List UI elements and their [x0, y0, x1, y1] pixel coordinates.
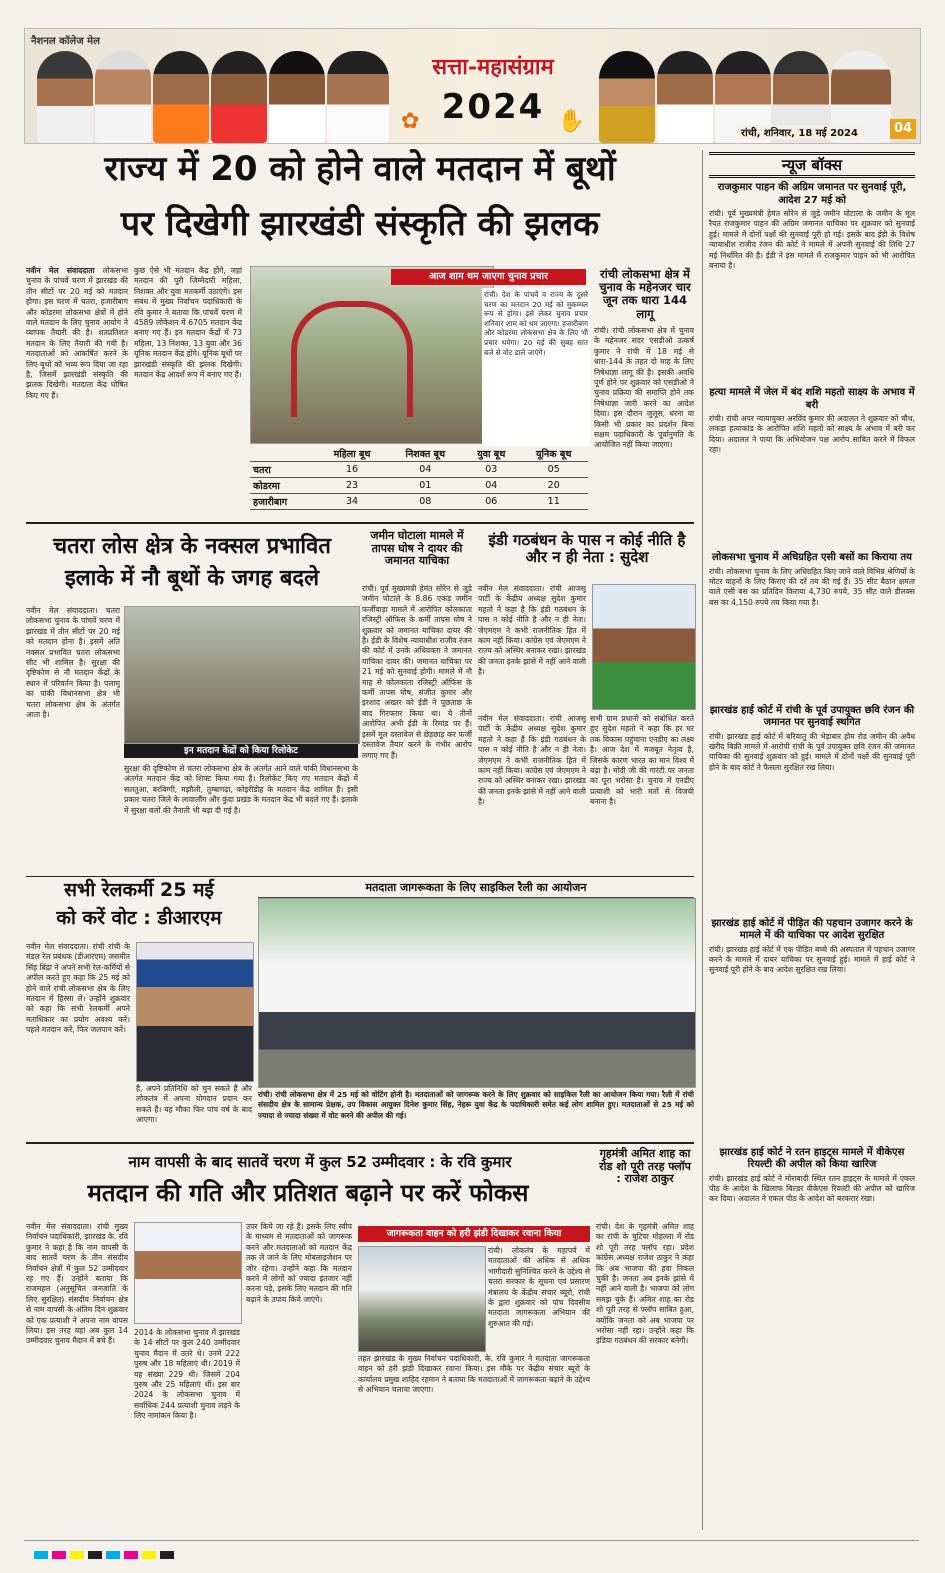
lead-headline-2: पर दिखेगी झारखंडी संस्कृति की झलक — [120, 204, 600, 244]
india-body-repeat: नवीन मेल संवाददाता। रांची आजसू पार्टी के केंद्रीय अध्यक्ष सुदेश कुमार महतो ने कहा है कि इंडी गठबंधन के पास न कोई नीति है और न ही नेता। जेएमएम ने कभी राजनीतिक हित में काम नहीं किया। कांग्रेस एवं जेएमएम ने राज्य को अस्थिर बनाकर रखा। झारखंड की जनता इनके झांसे में नहीं आने वाली है। — [478, 714, 586, 807]
seventh-body-2: 2014 के लोकसभा चुनाव में झारखंड के 14 सीटों पर कुल 240 उम्मीदवार चुनाव मैदान में उतरे थे। उनमें 222 पुरुष और 18 महिलाएं थी। 2019 में यह संख्या 229 थी। जिसमें 204 पुरुष और 25 महिलाएं थीं। इस बार 2024 के लोकसभा चुनाव में सर्वाधिक 244 प्रत्याशी चुनाव लड़ने के लिए नामांकन किया है। — [134, 1328, 240, 1421]
sudesh-photo — [592, 584, 696, 710]
news-item-headline: झारखंड हाई कोर्ट में पीड़ित की पहचान उजागर करने के मामले में की याचिका पर आदेश सुरक्षित — [711, 917, 913, 941]
masthead-brand — [393, 51, 593, 141]
news-item-body: रांची। लोकसभा चुनाव के लिए अधिग्रहित किए जाने वाले विभिन्न श्रेणियों के मोटर वाहनों के लिए किराए की दरें तय की गई हैं। 35 सीट बैठान क्षमता वाले एसी बस का प्रतिदिन किराया 4,730 रुपये, 35 सीट वाले डीलक्स बस का 4,150 रुपये तय किया गया है। — [709, 566, 915, 607]
color-swatch — [142, 1551, 156, 1559]
india-body-2b — [478, 714, 586, 872]
color-swatch — [70, 1551, 84, 1559]
ranchi144-body: रांची। रांची लोकसभा क्षेत्र में चुनाव के महेनजर सदर एसडीओ उत्कर्ष कुमार ने रांची में 18 मई से धारा-144 के तहत दो माह के लिए निषेधाज्ञा लागू की है। इसकी अवधि पूर्ण होने पर शुक्रवार को एसडीओ ने चुनाव प्रक्रिया की समाप्ति होने तक निषेधाज्ञा जारी करने का आदेश दिया। इस दौरान जुलूस, धरना या किसी भी प्रकार का प्रदर्शन बिना सक्षम पदाधिकारी के पूर्वानुमति के आयोजित नहीं किया जाएगा। — [594, 326, 694, 450]
lead-body-col1 — [26, 266, 128, 504]
news-item-headline: हत्या मामले में जेल में बंद शशि महतो साक्ष्य के अभाव में बरी — [709, 387, 915, 411]
land-headline: जमीन घोटाला मामले में तापस घोष ने दायर की जमानत याचिका — [370, 529, 464, 568]
lead-photo-caption: रांची। देश के पांचवें व राज्य के दूसरे चरण का मतदान 20 मई को मुकम्मल रूप से होगा। इसे लेकर चुनाव प्रचार शनिवार शाम को थम जाएगा। हजारीबाग और कोडरमा लोकसभा क्षेत्र के लिए भी प्रचार थमेगा। 20 मई की सुबह सात बजे से वोट डाले जाएंगे। — [482, 288, 590, 446]
dateline: रांची, शनिवार, 18 मई 2024 — [737, 125, 862, 139]
lotus-icon: ✿ — [401, 109, 420, 134]
news-item-headline: राजकुमार पाहन की अग्रिम जमानत पर सुनवाई पूरी, आदेश 27 मई को — [717, 182, 907, 206]
section-divider — [26, 522, 694, 524]
flag-body: रांची। लोकतंत्र के महापर्व में मतदाताओं की अधिक से अधिक भागीदारी सुनिश्चित करने के उद्देश्य से चतरा सरकार के सूचना एवं प्रसारण मंत्रालय के केंद्रीय संचार ब्यूरो, रांची के द्वारा शुक्रवार को पांच दिवसीय मतदाता जागरूकता अभियान की शुरुआत की गई। — [488, 1246, 590, 1328]
news-item-body: रांची। झारखंड हाई कोर्ट ने मोराबादी स्थित रतन हाइट्स के मामले में एकल पीठ के आदेश के खिलाफ बिल्डर वीकेएस रियल्टी की अपील को खारिज कर दिया। अदालत ने एकल पीठ के आदेश को बरकरार रखा। — [709, 1173, 915, 1204]
news-item-body: रांची। रांची अपर न्यायायुक्त अरविंद कुमार की अदालत ने शुक्रवार को चौथ, लकड़ा हत्याकांड के आरोपित शशि महतो को साक्ष्य के अभाव में बरी कर दिया। अदालत ने पाया कि अभियोजन पक्ष आरोप साबित करने में विफल रहा। — [709, 414, 915, 455]
table-cell: 04 — [463, 478, 519, 494]
table-cell: 20 — [519, 478, 588, 494]
railway-body: नवीन मेल संवाददाता। रांची रांची के मंडल रेल प्रबंधक (डीआरएम) जसमीत सिंह बिंद्रा ने अपने सभी रेल-कर्मियों से अपील करते हुए कहा कि 25 मई को होने वाले रांची लोकसभा क्षेत्र के लिए मतदान में हिस्सा लें। उन्होंने शुक्रवार को कहा कि सभी रेलकर्मी अपने मताधिकार का प्रयोग अवश्य करें। पहले मतदान करें, फिर जलपान करें। — [26, 942, 130, 1035]
page-number: 04 — [890, 119, 916, 139]
india-body: नवीन मेल संवाददाता। रांची आजसू पार्टी के केंद्रीय अध्यक्ष सुदेश कुमार महतो ने कहा है कि इंडी गठबंधन के पास न कोई नीति है और न ही नेता। जेएमएम ने कभी राजनीतिक हित में काम नहीं किया। कांग्रेस एवं जेएमएम ने राज्य को अस्थिर बनाकर रखा। झारखंड की जनता इनके झांसे में नहीं आने वाली है। — [478, 584, 586, 677]
flag-banner: जागरूकता वाहन को हरी झंडी दिखाकर रवाना किया — [358, 1226, 590, 1242]
table-header — [250, 446, 317, 462]
flag-body-2: तहत झारखंड के मुख्य निर्वाचन पदाधिकारी, के. रवि कुमार ने मतदाता जागरूकता वाहन को हरी झंडी दिखाकर रवाना किया। इस मौके पर केंद्रीय संचार ब्यूरो के कार्यालय प्रमुख शाहिद रहमान ने बताया कि मतदाताओं में जागरूकता बढ़ाने के उद्देश्य से अभियान चलाया जाएगा। — [358, 1354, 590, 1395]
railway-headline-1: सभी रेलकर्मी 25 मई — [64, 879, 214, 901]
table-cell: कोडरमा — [250, 478, 317, 494]
table-cell: 23 — [317, 478, 388, 494]
table-cell: 06 — [463, 494, 519, 510]
news-item-body: रांची। पूर्व मुख्यमंत्री हेमंत सोरेन से जुड़े जमीन घोटाला के जमीन के मूल रैयत राजकुमार पाहन की अग्रिम जमानत याचिका पर शुक्रवार को सुनवाई हुई। मामले में दोनों पक्षों की सुनवाई पूरी हो गई। इसके बाद ईडी के विशेष न्यायाधीश राजीव रंजन की कोर्ट ने मामले में अपनी सुनवाई की तिथि 27 मई निर्धारित की है। ईडी ने इस मामले में राजकुमार पाहन को भी आरोपित बनाया है। — [709, 209, 915, 271]
drm-photo — [136, 942, 254, 1082]
india-body-2: सभी ग्राम प्रधानों को संबोधित करते हुए सुदेश महतो ने कहा कि हर घर तक विकास पहुंचाना एनडीए का लक्ष्य है। आज देश में मजबूत नेतृत्व है, जिसके कारण भारत का मान विश्व में बढ़ा है। मोदी जी की गारंटी पर जनता का पूरा भरोसा है। चुनाव में एनडीए प्रत्याशी को भारी मतों से विजयी बनाना है। — [590, 714, 694, 807]
news-box-sidebar — [702, 150, 921, 1530]
news-box-header — [709, 152, 915, 178]
leader-photo — [599, 51, 655, 143]
table-cell: 03 — [463, 462, 519, 478]
chatra-body-left: नवीन मेल संवाददाता। चतरा लोकसभा चुनाव के पांचवें चरण में झारखंड में तीन सीटों पर 20 मई को मतदान होना है। इसमें अति नक्सल प्रभावित चतरा लोकसभा सीट भी शामिल है। सुरक्षा की दृष्टिकोण से नौ मतदान केंद्रों के स्थान में परिवर्तन किया है। पलामू का पांकी विधानसभा क्षेत्र भी चतरा लोकसभा क्षेत्र के अंतर्गत आता है। — [26, 606, 120, 720]
chatra-headline-2: इलाके में नौ बूथों के जगह बदले — [64, 566, 320, 591]
table-cell: 05 — [519, 462, 588, 478]
table-cell: चतरा — [250, 462, 317, 478]
news-item-headline: झारखंड हाई कोर्ट में रांची के पूर्व उपायुक्त छवि रंजन की जमानत पर सुनवाई स्थगित — [709, 704, 915, 728]
table-header: महिला बूथ — [317, 446, 388, 462]
railway-body-2: है, अपने प्रतिनिधि को चुन सकते हैं और लोकतंत्र में अपना योगदान प्रदान कर सकते हैं। यह मौका फिर पांच वर्ष के बाद आएगा। — [136, 1084, 252, 1125]
table-header-row — [250, 446, 588, 462]
amit-headline: गृहमंत्री अमित शाह का रोड शो पूरी तरह फ्लॉप : राजेश ठाकुर — [599, 1147, 691, 1186]
color-swatch — [106, 1551, 120, 1559]
seventh-body: नवीन मेल संवाददाता। रांची मुख्य निर्वाचन पदाधिकारी, झारखंड के. रवि कुमार ने कहा है कि नाम वापसी के बाद सातवें चरण के तीन संसदीय निर्वाचन क्षेत्रों में कुल 52 उम्मीदवार रह गए हैं। उन्होंने बताया कि राजमहल (अनुसूचित जनजाति के लिए सुरक्षित) संसदीय निर्वाचन क्षेत्र से नाम वापसी के अंतिम दिन शुक्रवार को एक प्रत्याशी ने अपना नाम वापस लिया। इस तरह यहां अब कुल 14 उम्मीदवार चुनाव मैदान में बचे हैं। — [26, 1222, 128, 1346]
leader-photo — [327, 51, 389, 143]
table-cell: 01 — [388, 478, 463, 494]
table-header: यूनिक बूथ — [519, 446, 588, 462]
table-row — [250, 478, 588, 494]
print-registration-bar — [24, 1540, 919, 1555]
brand-year: 2024 — [441, 87, 545, 127]
hand-icon: ✋ — [557, 109, 585, 134]
lead-body-col2: कुछ ऐसे भी मतदान केंद्र होंगे, जहां मतदान की पूरी जिम्मेदारी महिला, निशक्त और युवा मतकर्मी उठाएंगे। इस संबंध में मुख्य निर्वाचन पदाधिकारी के रवि कुमार ने बताया कि पांचवें चरण में 4589 लोकेशन में 6705 मतदान केंद्र बनाए गए हैं। इन मतदान केंद्रों में 73 महिला, 13 निशक्त, 13 युवा और 36 यूनिक मतदान केंद्र होंगे। यूनिक बूथों पर झारखंडी संस्कृति की झलक दिखेगी। मतदान केंद्र आदर्श रूप में बनाए गए हैं। — [134, 266, 242, 380]
table-header: निशक्त बूथ — [388, 446, 463, 462]
booth-table — [250, 446, 588, 512]
leader-photo — [269, 51, 325, 143]
table-cell: 34 — [317, 494, 388, 510]
table-cell: 11 — [519, 494, 588, 510]
color-swatch — [34, 1551, 48, 1559]
leader-photo — [657, 51, 713, 143]
table-cell: 04 — [388, 462, 463, 478]
amit-body: रांची। देश के गृहमंत्री अमित शाह का रांची के चुटिया मोहल्ला में रोड शो पूरी तरह फ्लॉप रहा। प्रदेश कांग्रेस अध्यक्ष राजेश ठाकुर ने कहा कि अब भाजपा की हवा निकल चुकी है। जनता अब इनके झांसे में नहीं आने वाली है। भाजपा को लोग समझ चुके हैं। अमित शाह का रोड शो पूरी तरह से फ्लॉप साबित हुआ, क्योंकि जनता को अब भाजपा पर भरोसा नहीं रहा। उन्होंने कहा कि इंडिया गठबंधन की सरकार बनेगी। — [596, 1222, 694, 1346]
railway-headline-2: को करें वोट : डीआरएम — [56, 907, 222, 929]
leader-photo — [37, 51, 93, 143]
lead-body-1: लोकसभा चुनाव के पांचवें चरण में झारखंड की तीन सीटों पर 20 मई को मतदान होगा। इस चरण में चतरा, हजारीबाग और कोडरमा लोकसभा क्षेत्रों में होने वाले मतदान के लिए चुनाव आयोग ने व्यापक तैयारी की है। शतप्रतिशत मतदान के लिए तैयारी की गयी है। मतदाताओं को आकर्षित करने के लिए बूथों को भव्य रूप दिया जा रहा है, जिसमें झारखंडी संस्कृति की झलक दिखेगी। मतदाता केंद्र घोषित किए गए हैं। — [26, 266, 128, 400]
color-swatch — [88, 1551, 102, 1559]
lead-headline-1: राज्य में 20 को होने वाले मतदान में बूथों — [104, 149, 616, 189]
table-cell: हजारीबाग — [250, 494, 317, 510]
leader-photo — [211, 51, 267, 143]
brand-title: सत्ता-महासंग्राम — [432, 54, 554, 80]
tribal-gate-decor — [291, 301, 413, 417]
table-cell: 08 — [388, 494, 463, 510]
seventh-headline-2: मतदान की गति और प्रतिशत बढ़ाने पर करें फोकस — [87, 1179, 529, 1207]
ravi-kumar-photo — [134, 1222, 242, 1324]
lead-photo-banner: आज शाम थम जाएगा चुनाव प्रचार — [391, 269, 586, 285]
news-item-headline: लोकसभा चुनाव में अधिग्रहित एसी बसों का किराया तय — [712, 552, 912, 563]
seventh-body-3: उपर किये जा रहे हैं। इसके लिए स्वीप के माध्यम से मतदाताओं को जागरूक करने और मतदाताओं को मतदान केंद्र तक ले जाने के लिए मोबलाइजेशन पर जोर रहेगा। उन्होंने कहा कि मतदान करने में लोगों को ज्यादा इंतजार नहीं करना पड़े, इसके लिए मतदान की गति बढ़ाने के उपाय किये जाएंगे। — [246, 1222, 352, 1304]
flag-photo — [358, 1246, 486, 1352]
land-body: रांची। पूर्व मुख्यमंत्री हेमंत सोरेन से जुड़े जमीन घोटाले के 8.86 एकड़ जमीन फर्जीवाड़ा मामले में आरोपित कोलकाता रजिस्ट्री ऑफिस के कर्मी तापस घोष ने शुक्रवार को जमानत याचिका दायर की है। ईडी के विशेष न्यायाधीश राजीव रंजन की कोर्ट में उनके अधिवक्ता ने जमानत याचिका दायर की। जमानत याचिका पर 21 मई को सुनवाई होगी। मामले में नौ माह से कोलकाता रजिस्ट्री ऑफिस के कर्मी तापस घोष, संजीत कुमार और इरशाद अख्तर को ईडी ने पूछताछ के बाद गिरफ्तार किया था। ये तीनों आरोपित अभी ईडी के रिमांड पर हैं। इसमें मूल दस्तावेज से छेड़छाड़ कर फर्जी दस्तावेज तैयार करने के गंभीर आरोप लगाए गए हैं। — [362, 584, 472, 760]
news-box-title: न्यूज बॉक्स — [781, 156, 843, 174]
ranchi144-headline: रांची लोकसभा क्षेत्र में चुनाव के महेनजर चार जून तक धारा 144 लागू — [599, 267, 691, 321]
leader-photo — [95, 51, 151, 143]
table-header: युवा बूथ — [463, 446, 519, 462]
chatra-headline-1: चतरा लोस क्षेत्र के नक्सल प्रभावित — [53, 534, 331, 559]
masthead — [24, 28, 921, 144]
table-cell: 16 — [317, 462, 388, 478]
color-swatches — [34, 1544, 919, 1563]
section-divider — [26, 876, 694, 877]
chatra-body-bottom: सुरक्षा की दृष्टिकोण से चतरा लोकसभा क्षेत्र के अंतर्गत आने वाले पांकी विधानसभा के अंतर्गत मतदान केंद्र को शिफ्ट किया गया है। रिलोकेट किए गए मतदान केंद्रों में सलतुआ, बरबिग्गी, मझौली, तुम्बागढ़ा, कोइरीडीह के मतदान केंद्र शामिल हैं। इसी प्रकार चतरा जिले के लावालौंग और कुंदा प्रखंड के मतदान केंद्र भी बदले गए हैं। इलाके में सुरक्षा बलों की तैनाती भी बढ़ा दी गई है। — [124, 764, 358, 815]
color-swatch — [52, 1551, 66, 1559]
color-swatch — [124, 1551, 138, 1559]
seventh-headline-1: नाम वापसी के बाद सातवें चरण में कुल 52 उम्मीदवार : के रवि कुमार — [128, 1153, 512, 1171]
color-swatch — [160, 1551, 174, 1559]
news-item-body: रांची। झारखंड हाई कोर्ट में बरियातु की भेड़ाबार होम रोड जमीन की अवैध खरीद बिक्री मामले में आरोपी रांची के पूर्व उपायुक्त छवि रंजन की जमानत याचिका की सुनवाई शुक्रवार को हुई। मामले में दोनों पक्षों की सुनवाई पूरी होने के बाद कोर्ट ने फैसला सुरक्षित रख लिया। — [709, 731, 915, 772]
cycle-caption: रांची। रांची लोकसभा क्षेत्र में 25 मई को वोटिंग होनी है। मतदाताओं को जागरूक करने के लिए शुक्रवार को साइकिल रैली का आयोजन किया गया। रैली में रांची संसदीय क्षेत्र के सामान्य प्रेक्षक, उप विकास आयुक्त दिनेश कुमार सिंह, नेहरू युवा केंद्र के पदाधिकारी समेत कई लोग शामिल हुए। मतदाताओं से 25 मई को ज्यादा से ज्यादा संख्या में वोट करने की अपील की गई। — [258, 1090, 694, 1120]
leader-photo — [153, 51, 209, 143]
chatra-photo-caption: इन मतदान केंद्रों को किया रिलोकेट — [124, 744, 358, 758]
india-headline: इंडी गठबंधन के पास न कोई नीति है और न ही नेता : सुदेश — [488, 531, 686, 567]
masthead-tag: नैशनल कॉलेज मेल — [31, 36, 100, 47]
table-row — [250, 462, 588, 478]
table-row — [250, 494, 588, 510]
cycle-photo — [258, 898, 696, 1088]
chatra-photo — [124, 606, 360, 744]
byline: नवीन मेल संवाददाता — [26, 266, 95, 275]
cycle-headline: मतदाता जागरूकता के लिए साइकिल रैली का आयोजन — [258, 880, 694, 898]
booth-table-grid — [250, 446, 588, 510]
news-item-headline: झारखंड हाई कोर्ट ने रतन हाइट्स मामले में वीकेएस रियल्टी की अपील को किया खारिज — [719, 1146, 905, 1170]
news-item-body: रांची। झारखंड हाई कोर्ट में एक पीड़ित बच्चे की अस्पताल में पहचान उजागर करने के मामले में दायर याचिका पर सुनवाई हुई। मामले में हाई कोर्ट ने सुनवाई पूरी होने के बाद आदेश सुरक्षित रख लिया। — [709, 944, 915, 975]
section-divider — [26, 1142, 694, 1144]
